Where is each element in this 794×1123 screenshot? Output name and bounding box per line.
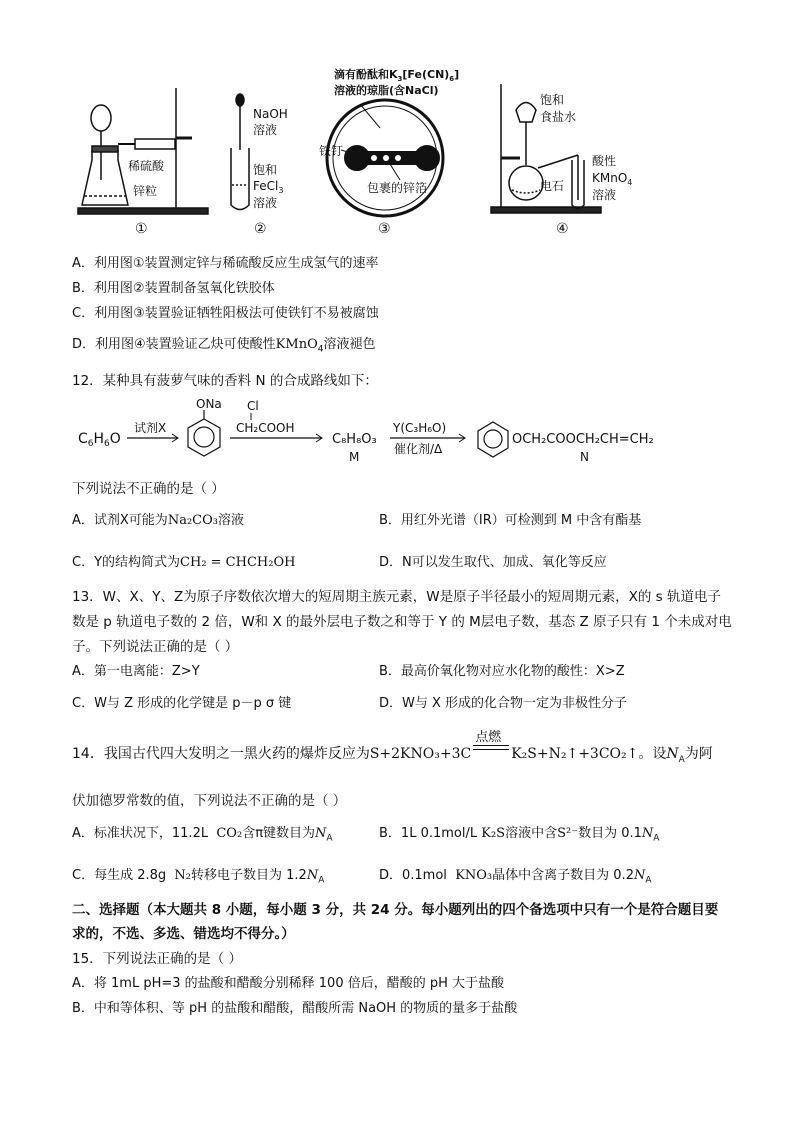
- q13-line-1: 13．W、X、Y、Z为原子序数依次增大的短周期主族元素，W是原子半径最小的短周期元素，X的 s 轨道电子: [72, 589, 721, 605]
- figure-2-fecl3: FeCl$_3$: [253, 179, 284, 195]
- q14-option-c-na-sub: A: [318, 875, 325, 886]
- figure-1-number: ①: [135, 221, 148, 237]
- q14-equals-line: [473, 745, 509, 746]
- q14-option-c-text: C．每生成 2.8g: [72, 868, 167, 883]
- q11-option-d-end: 溶液褪色: [323, 337, 376, 352]
- q13-option-c: C．W与 Z 形成的化学键是 p－p σ 键: [72, 696, 292, 711]
- q12-n-label: N: [580, 450, 589, 464]
- q12-catalyst: 催化剂/Δ: [394, 442, 443, 456]
- q15-option-b: B．中和等体积、等 pH 的盐酸和醋酸，醋酸所需 NaOH 的物质的量多于盐酸: [72, 1001, 518, 1016]
- q14-option-b-na: N: [641, 826, 654, 841]
- figure-1-acid-label: 稀硫酸: [128, 159, 165, 173]
- q14-stem-text: 14．我国古代四大发明之一黑火药的爆炸反应为: [72, 746, 370, 762]
- apparatus-figures: [0, 60, 794, 240]
- q12-cl: Cl: [247, 399, 259, 413]
- q12-product-ring: [478, 422, 508, 457]
- q12-option-a-text: A．试剂X可能为: [72, 513, 168, 528]
- q13-option-a: A．第一电离能：Z>Y: [72, 664, 200, 679]
- q12-m-formula: C₈H₈O₃: [332, 432, 377, 447]
- section-2-heading-line-2: 求的，不选、多选、错选均不得分。）: [72, 926, 295, 942]
- q12-m-label: M: [349, 450, 360, 464]
- q14-option-b-end: 数目为 0.1: [578, 826, 642, 841]
- q14-option-d: [379, 864, 652, 886]
- figure-4-salt-sat: 饱和: [540, 93, 565, 107]
- q14-option-b-formula: K₂S: [481, 826, 506, 841]
- q11-option-d-text: D．利用图④装置验证乙炔可使酸性: [72, 337, 276, 352]
- q13-option-b: B．最高价氧化物对应水化物的酸性：X>Z: [379, 664, 625, 679]
- q14-option-d-text: D．0.1mol: [379, 868, 447, 883]
- q12-option-a: [72, 509, 244, 528]
- q14-option-b-na-sub: A: [653, 833, 660, 844]
- figure-2-number: ②: [254, 221, 267, 237]
- figure-3-foil-label: 包裹的锌箔: [367, 181, 428, 195]
- q14-option-c-na: N: [306, 868, 319, 883]
- q12-option-c-formula: CH₂ = CHCH₂OH: [180, 555, 296, 570]
- q11-option-a: A．利用图①装置测定锌与稀硫酸反应生成氢气的速率: [72, 256, 379, 271]
- q14-equation-reactants: S+2KNO₃+3C: [369, 746, 472, 762]
- q12-start-formula: $C_6H_6O$: [78, 431, 121, 449]
- q14-na-sub: A: [678, 754, 685, 765]
- q14-option-b-mid: 溶液中含: [505, 826, 558, 841]
- q13-line-3: 子。下列说法正确的是（ ）: [72, 639, 239, 655]
- figure-4-acidic: 酸性: [592, 154, 617, 168]
- q12-option-c: [72, 551, 295, 570]
- q14-line-1: [72, 730, 713, 765]
- q12-option-b: B．用红外光谱（IR）可检测到 M 中含有酯基: [379, 513, 642, 528]
- q14-option-d-end: 晶体中含离子数目为 0.2: [492, 868, 634, 883]
- figure-4-salt-water: 食盐水: [540, 110, 577, 124]
- q12-reagent-x: 试剂X: [134, 421, 167, 435]
- q12-n-formula: OCH₂COOCH₂CH=CH₂: [512, 432, 654, 447]
- q11-option-c: C．利用图③装置验证牺牲阳极法可使铁钉不易被腐蚀: [72, 306, 379, 321]
- q14-option-b-ion: S²⁻: [557, 826, 579, 841]
- figure-3-title-line1: 滴有酚酞和$K_3[Fe(CN)_6]$: [334, 68, 460, 83]
- q12-synthesis-route: [0, 390, 794, 465]
- q14-option-c-formula: N₂: [174, 868, 191, 883]
- q12-ask: 下列说法不正确的是（ ）: [72, 481, 225, 497]
- q12-option-d: D．N可以发生取代、加成、氧化等反应: [379, 555, 607, 570]
- figure-2-apparatus: [231, 94, 249, 210]
- q12-option-c-text: C．Y的结构简式为: [72, 555, 181, 570]
- q14-equals-line-2: [473, 749, 509, 750]
- q11-option-d-formula: KMnO: [275, 337, 318, 352]
- q14-option-a: [72, 822, 333, 844]
- figure-3-title-line2: 溶液的琼脂(含NaCl): [334, 84, 439, 97]
- q12-ona: ONa: [196, 397, 222, 411]
- q14-equation-products: K₂S+N₂↑+3CO₂↑: [511, 746, 639, 762]
- q14-option-a-mid: 含π键数目为: [242, 826, 316, 841]
- q12-ch2cooh: CH₂COOH: [236, 421, 295, 435]
- q12-option-a-formula: Na₂CO₃: [167, 513, 218, 528]
- q11-option-d: [72, 333, 375, 355]
- q12-y-reagent: Y(C₃H₆O): [393, 421, 447, 435]
- q11-option-d-sub: 4: [317, 344, 324, 355]
- q14-option-c-end: 转移电子数目为 1.2: [191, 868, 307, 883]
- figure-2-naoh-solution: 溶液: [253, 123, 278, 137]
- q14-option-a-formula: CO₂: [216, 826, 243, 841]
- q14-option-d-na: N: [633, 868, 646, 883]
- q15-option-a: A．将 1mL pH=3 的盐酸和醋酸分别稀释 100 倍后，醋酸的 pH 大于盐酸: [72, 976, 505, 991]
- q14-option-a-text: A．标准状况下，11.2L: [72, 826, 209, 841]
- q14-stem-text-3: 为阿: [684, 746, 713, 762]
- figure-4-kmno4: KMnO$_4$: [592, 171, 633, 187]
- q14-condition-arrow: [471, 730, 511, 762]
- figure-2-naoh-label: NaOH: [253, 107, 288, 121]
- section-2-heading-line-1: 二、选择题（本大题共 8 小题，每小题 3 分，共 24 分。每小题列出的四个备选项中只有一个是符合题目要: [72, 902, 719, 918]
- figure-2-fecl3-sat: 饱和: [253, 163, 278, 177]
- q14-option-b: [379, 822, 659, 844]
- figure-3-nail-label: 铁钉: [319, 144, 344, 158]
- q15-stem: 15．下列说法正确的是（ ）: [72, 951, 242, 967]
- figure-4-solution: 溶液: [592, 188, 617, 202]
- figure-2-fecl3-solution: 溶液: [253, 196, 278, 210]
- q14-line-2: 伏加德罗常数的值，下列说法不正确的是（ ）: [72, 793, 347, 809]
- q14-option-d-formula: KNO₃: [455, 868, 493, 883]
- figure-1-metal-label: 锌粒: [133, 184, 158, 198]
- q14-option-d-na-sub: A: [645, 875, 652, 886]
- q14-na: N: [666, 746, 679, 762]
- figure-4-carbide-label: 电石: [540, 179, 565, 193]
- q12-option-a-end: 溶液: [217, 513, 244, 528]
- q14-option-c: [72, 864, 324, 886]
- q12-phenoxide-ring: [188, 410, 220, 456]
- q11-option-b: B．利用图②装置制备氢氧化铁胶体: [72, 281, 275, 296]
- q12-stem: 12．某种具有菠萝气味的香料 N 的合成路线如下：: [72, 373, 378, 389]
- q14-condition: 点燃: [475, 730, 502, 745]
- q14-stem-text-2: 。设: [638, 746, 667, 762]
- q13-option-d: D．W与 X 形成的化合物一定为非极性分子: [379, 696, 628, 711]
- figure-3-number: ③: [378, 221, 391, 237]
- figure-4-number: ④: [556, 221, 569, 237]
- q14-option-a-na: N: [315, 826, 327, 841]
- q14-option-a-na-sub: A: [326, 833, 333, 844]
- figure-3-apparatus: [327, 100, 443, 216]
- q14-option-b-text: B．1L 0.1mol/L: [379, 826, 478, 841]
- q13-line-2: 数是 p 轨道电子数的 2 倍，W和 X 的最外层电子数之和等于 Y 的 M层电子数，基态 Z 原子只有 1 个未成对电: [72, 614, 732, 630]
